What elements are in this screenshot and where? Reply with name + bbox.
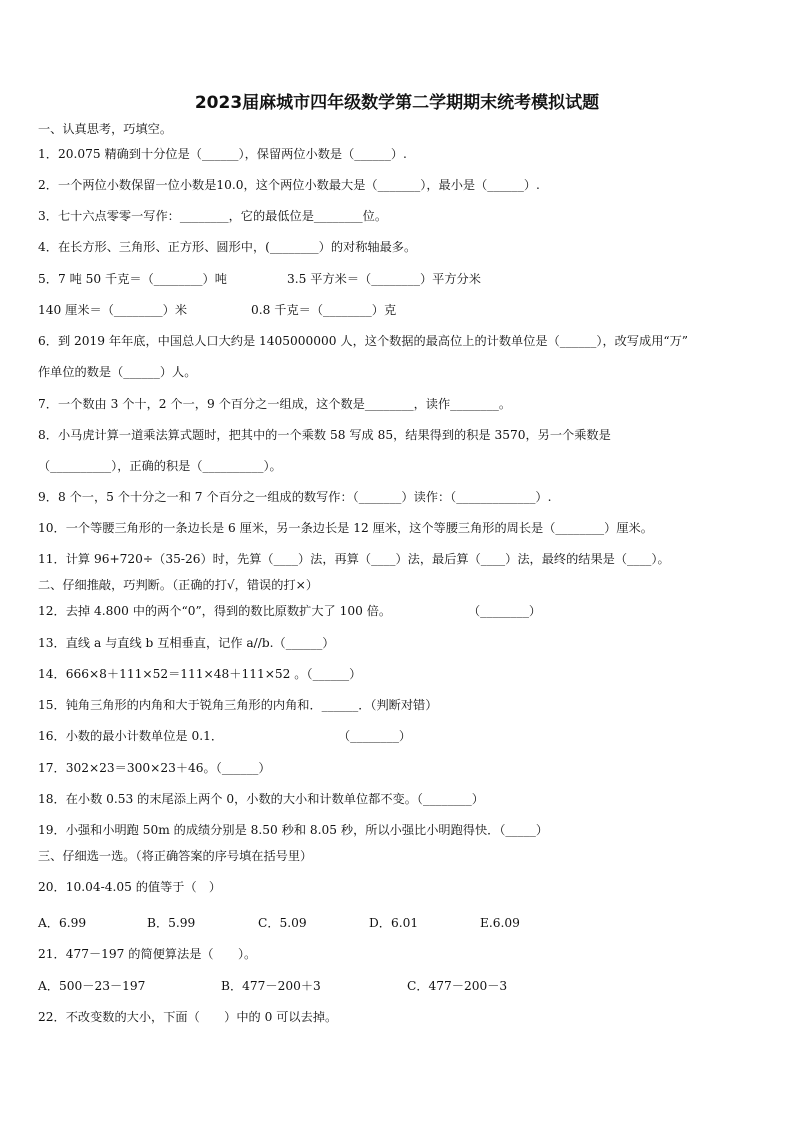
q20-option-a: A．6.99 (38, 916, 87, 930)
q21-option-c: C．477－200－3 (407, 979, 508, 993)
question-19: 19．小强和小明跑 50m 的成绩分别是 8.50 秒和 8.05 秒，所以小强比小明跑得快．（_____） (38, 823, 549, 837)
question-5-part-d: 0.8 千克＝（________）克 (251, 303, 397, 317)
section-heading-1: 一、认真思考，巧填空。 (38, 122, 173, 136)
q20-option-b: B．5.99 (147, 916, 196, 930)
q21-option-b: B．477－200＋3 (221, 979, 321, 993)
section-heading-2: 二、仔细推敲，巧判断。（正确的打√，错误的打×） (38, 578, 319, 592)
question-12-answer-blank: （________） (468, 604, 542, 618)
question-5-part-a: 5．7 吨 50 千克＝（________）吨 (38, 272, 227, 286)
question-6-line-1: 6．到 2019 年年底，中国总人口大约是 1405000000 人，这个数据的最高位上的计数单位是（______），改写成用“万” (38, 334, 689, 348)
question-4: 4．在长方形、三角形、正方形、圆形中，(________）的对称轴最多。 (38, 240, 417, 254)
question-21: 21．477－197 的简便算法是（ ）。 (38, 947, 257, 961)
question-18: 18．在小数 0.53 的末尾添上两个 0，小数的大小和计数单位都不变。（________） (38, 792, 484, 806)
question-2: 2．一个两位小数保留一位小数是10.0，这个两位小数最大是（_______），最小是（______）. (38, 178, 540, 192)
q20-option-e: E.6.09 (480, 916, 520, 930)
question-15: 15．钝角三角形的内角和大于锐角三角形的内角和．______．（判断对错） (38, 698, 438, 712)
question-11: 11．计算 96+720÷（35-26）时，先算（____）法，再算（____）法，最后算（____）法，最终的结果是（____）。 (38, 552, 670, 566)
question-22: 22．不改变数的大小，下面（ ）中的 0 可以去掉。 (38, 1010, 338, 1024)
question-13: 13．直线 a 与直线 b 互相垂直，记作 a//b.（______） (38, 636, 335, 650)
question-9: 9．8 个一，5 个十分之一和 7 个百分之一组成的数写作：（_______）读作：（_____________）. (38, 490, 552, 504)
question-7: 7．一个数由 3 个十，2 个一，9 个百分之一组成，这个数是________，读作________。 (38, 397, 512, 411)
question-1: 1．20.075 精确到十分位是（______），保留两位小数是（______）. (38, 147, 407, 161)
question-10: 10．一个等腰三角形的一条边长是 6 厘米，另一条边长是 12 厘米，这个等腰三角形的周长是（________）厘米。 (38, 521, 653, 535)
question-20: 20．10.04-4.05 的值等于（ ） (38, 880, 222, 894)
question-16: 16．小数的最小计数单位是 0.1． (38, 729, 224, 743)
q20-option-c: C．5.09 (258, 916, 307, 930)
page-title: 2023届麻城市四年级数学第二学期期末统考模拟试题 (194, 93, 600, 113)
question-12: 12．去掉 4.800 中的两个“0”，得到的数比原数扩大了 100 倍。 (38, 604, 392, 618)
question-14: 14．666×8＋111×52＝111×48＋111×52 。（______） (38, 667, 362, 681)
section-heading-3: 三、仔细选一选。（将正确答案的序号填在括号里） (38, 849, 313, 863)
question-8-line-2: （__________），正确的积是（__________）。 (38, 459, 282, 473)
q20-option-d: D．6.01 (369, 916, 419, 930)
question-5-part-c: 140 厘米＝（________）米 (38, 303, 188, 317)
question-16-answer-blank: （________） (338, 729, 412, 743)
question-6-line-2: 作单位的数是（______）人。 (38, 365, 197, 379)
question-17: 17．302×23＝300×23＋46。（______） (38, 761, 271, 775)
question-5-part-b: 3.5 平方米＝（________）平方分米 (287, 272, 481, 286)
question-3: 3．七十六点零零一写作：________，它的最低位是________位。 (38, 209, 388, 223)
question-8-line-1: 8．小马虎计算一道乘法算式题时，把其中的一个乘数 58 写成 85，结果得到的积是 3570，另一个乘数是 (38, 428, 611, 442)
q21-option-a: A．500－23－197 (38, 979, 146, 993)
